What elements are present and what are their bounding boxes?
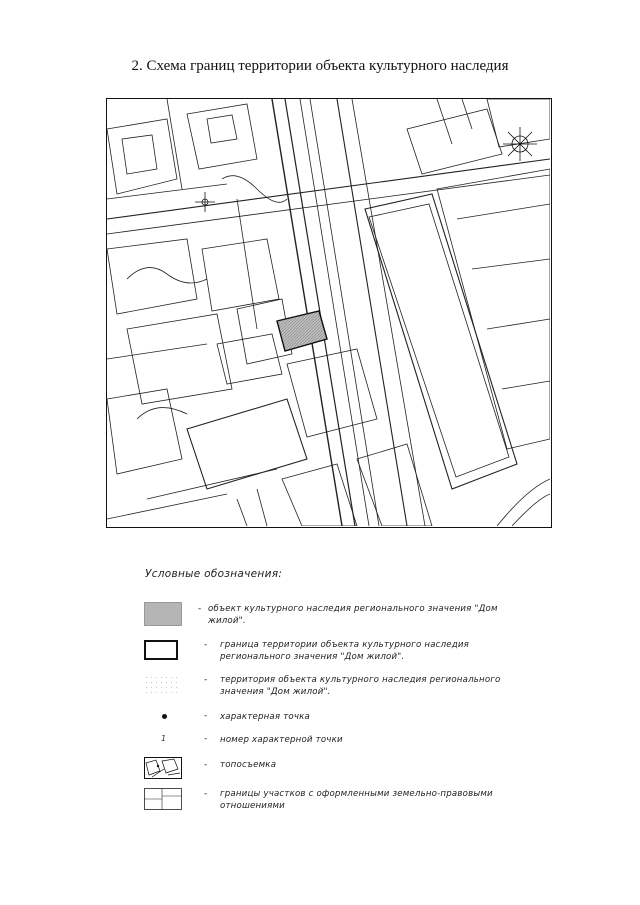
legend-text: объект культурного наследия регионального значения "Дом жилой". bbox=[208, 604, 498, 626]
legend-title: Условные обозначения: bbox=[145, 568, 283, 580]
point-number-label: 1 bbox=[161, 734, 167, 743]
parcel-boundary-icon bbox=[144, 788, 182, 810]
hatched-fill-icon bbox=[144, 602, 182, 626]
map-drawing bbox=[107, 99, 550, 526]
dot-icon bbox=[162, 714, 167, 719]
page-title: 2. Схема границ территории объекта культурного наследия bbox=[131, 58, 509, 74]
boundary-map bbox=[106, 98, 552, 528]
dotted-area-icon bbox=[144, 675, 178, 693]
legend-text: граница территории объекта культурного наследия регионального значения "Дом жилой". bbox=[220, 640, 470, 662]
legend-text: характерная точка bbox=[220, 712, 310, 722]
legend-text: территория объекта культурного наследия регионального значения "Дом жилой". bbox=[220, 675, 501, 697]
legend-text: номер характерной точки bbox=[220, 735, 343, 745]
legend-text: границы участков с оформленными земельно-правовыми отношениями bbox=[220, 789, 493, 811]
topo-survey-icon bbox=[144, 757, 182, 779]
bold-rectangle-icon bbox=[144, 640, 178, 660]
legend-text: топосъемка bbox=[220, 760, 277, 770]
